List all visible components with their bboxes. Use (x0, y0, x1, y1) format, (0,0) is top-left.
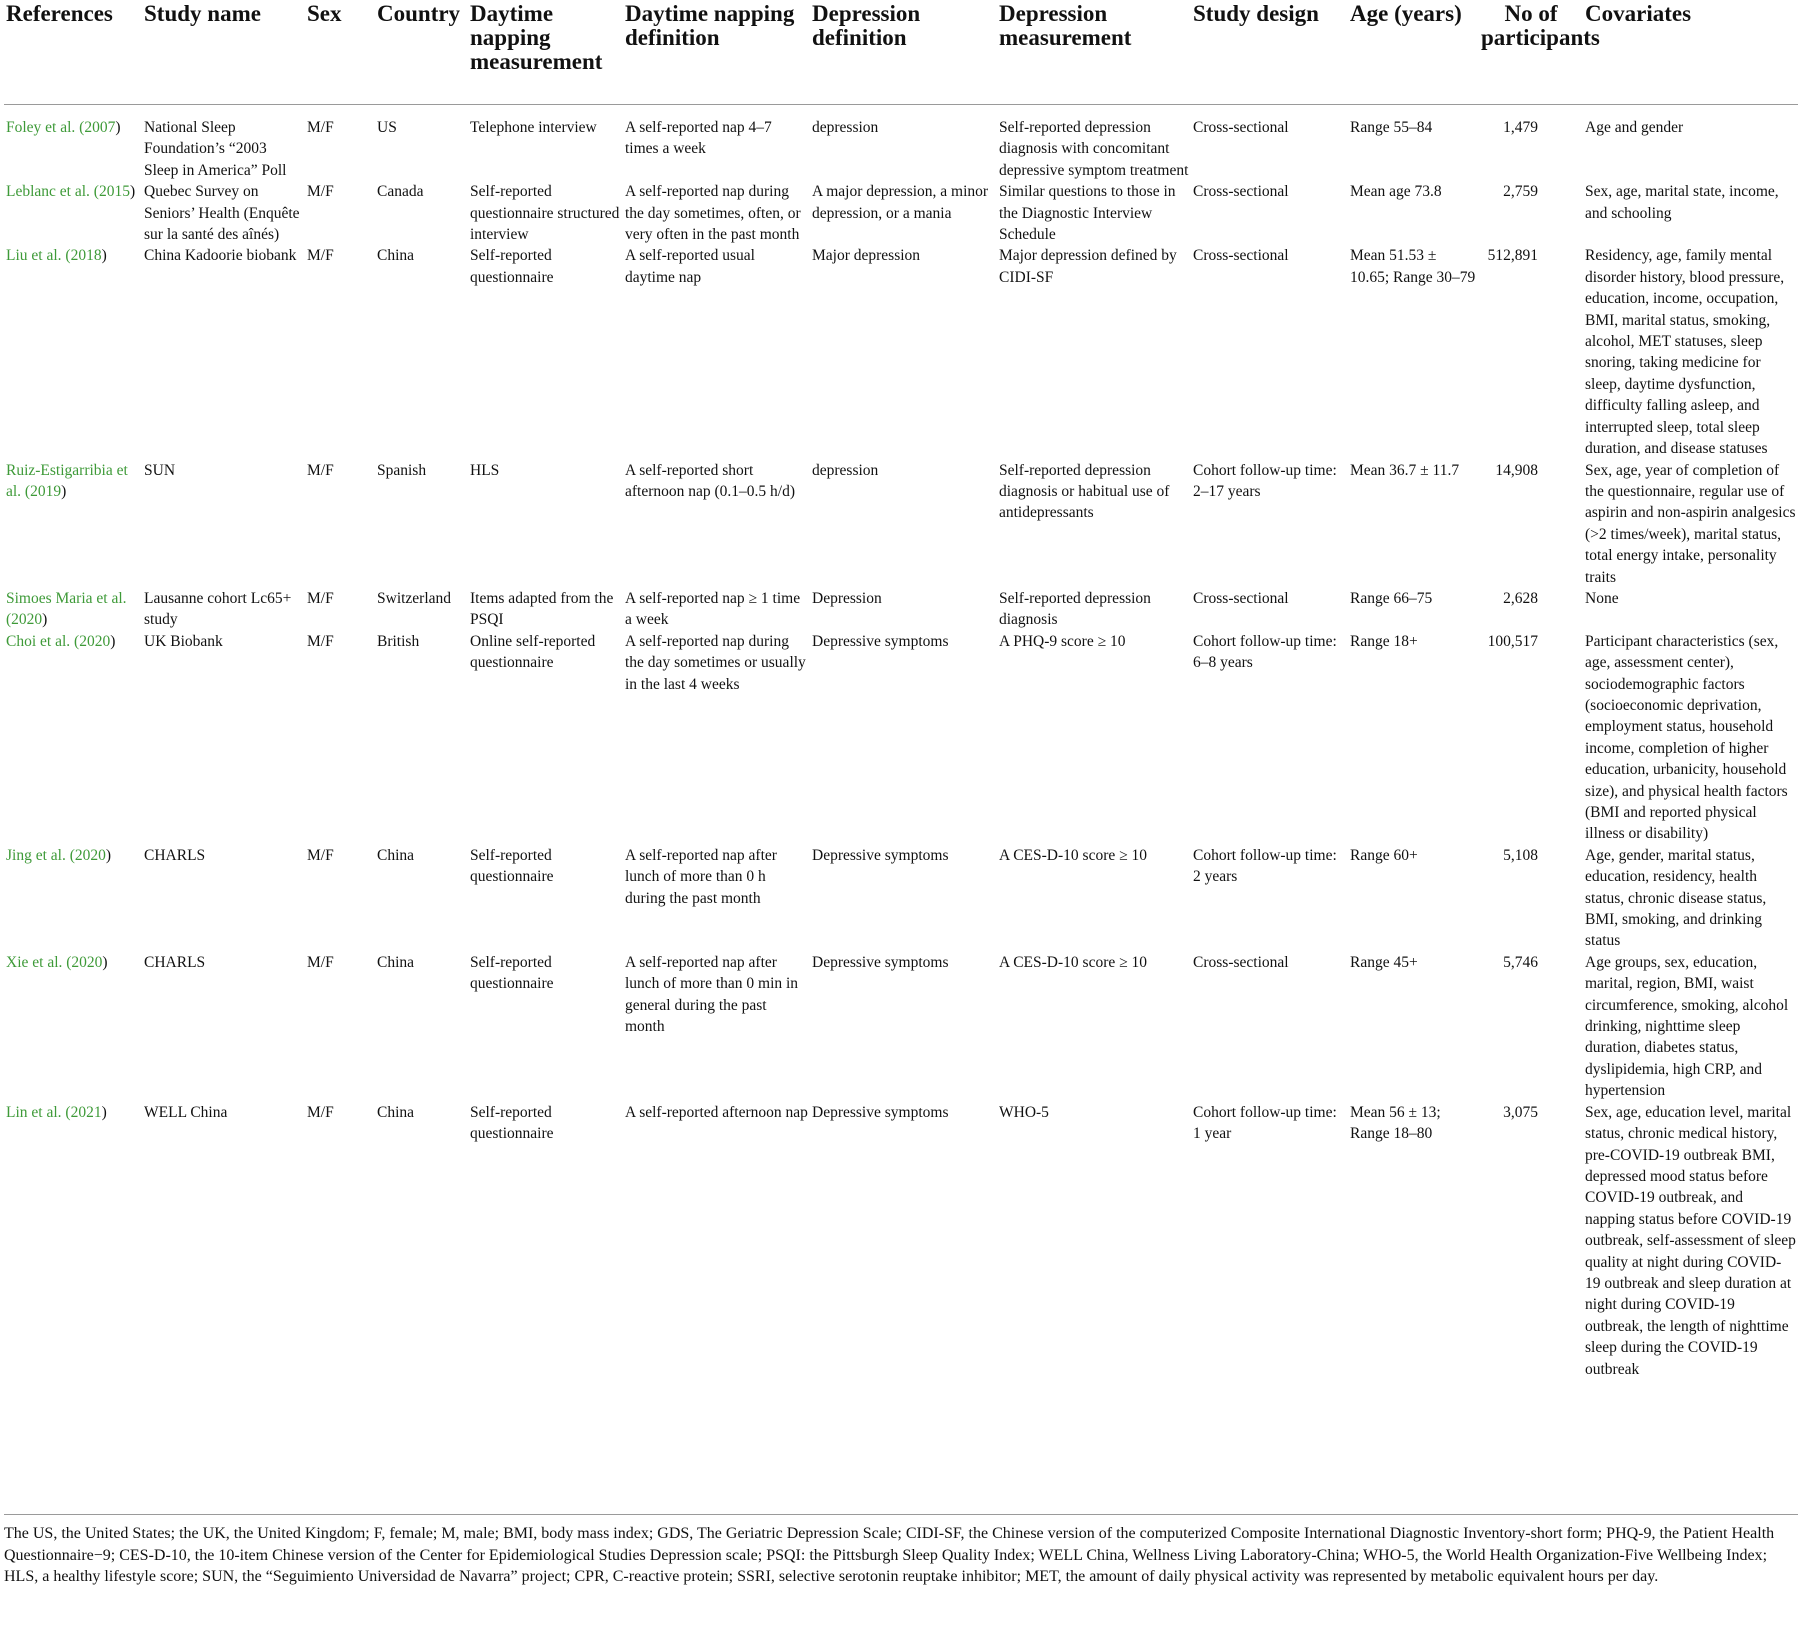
country-cell: US (377, 119, 397, 136)
covariates-cell: Sex, age, education level, marital status, chronic medical history, pre-COVID-19 outbreak BMI, depressed mood status before COVID-19 outbreak, and napping status before COVID-19 outbreak, self-assessment of sleep quality at night during COVID-19 outbreak and sleep duration at night during COVID-19 outbreak, the length of nighttime sleep during the COVID-19 outbreak (1585, 1103, 1796, 1378)
reference-cell (4, 460, 142, 588)
covariates-cell: Sex, age, year of completion of the questionnaire, regular use of aspirin and non-aspirin analgesics (>2 times/week), marital status, total energy intake, personality traits (1585, 461, 1796, 586)
depression-definition-cell: Depressive symptoms (812, 846, 949, 864)
depression-measurement-cell: Self-reported depression diagnosis with concomitant depressive symptom treatment (999, 119, 1189, 179)
reference-close-paren: ) (102, 953, 108, 971)
sex-cell: M/F (307, 846, 334, 864)
reference-author-link[interactable]: Foley et al. ( (6, 119, 85, 136)
study-name-cell: UK Biobank (144, 632, 223, 650)
study-design-cell: Cross-sectional (1193, 589, 1289, 607)
depression-definition-cell: Major depression (812, 247, 921, 265)
depression-measurement-cell: Self-reported depression diagnosis (999, 589, 1151, 629)
studies-table-container (4, 0, 1798, 1390)
country-cell: China (377, 1103, 415, 1121)
study-design-cell: Cross-sectional (1193, 119, 1289, 136)
covariates-cell: Sex, age, marital state, income, and schooling (1585, 183, 1779, 222)
country-cell: Canada (377, 183, 424, 201)
sex-cell: M/F (307, 119, 334, 136)
reference-cell (4, 1102, 142, 1390)
napping-measurement-cell: Self-reported questionnaire (470, 953, 554, 993)
covariates-cell: Age, gender, marital status, education, residency, health status, chronic disease status, BMI, smoking, and drinking status (1585, 846, 1767, 950)
study-name-cell: National Sleep Foundation’s “2003 Sleep in America” Poll (144, 119, 287, 179)
study-design-cell: Cohort follow-up time: 1 year (1193, 1103, 1337, 1143)
napping-measurement-cell: Telephone interview (470, 119, 597, 136)
reference-year-link[interactable]: 2020 (79, 632, 111, 650)
reference-cell (4, 245, 142, 459)
table-body (4, 105, 1798, 1390)
reference-close-paren: ) (115, 119, 121, 136)
napping-measurement-cell: Self-reported questionnaire (470, 846, 554, 886)
napping-definition-cell: A self-reported nap after lunch of more than 0 h during the past month (625, 846, 777, 907)
age-cell: Mean 51.53 ± 10.65; Range 30–79 (1350, 247, 1476, 286)
napping-measurement-cell: Items adapted from the PSQI (470, 589, 614, 629)
studies-table (4, 0, 1798, 1390)
header-age: Age (years) (1348, 0, 1479, 105)
country-cell: China (377, 953, 415, 971)
study-name-cell: CHARLS (144, 846, 206, 864)
reference-year-link[interactable]: 2015 (98, 183, 130, 201)
napping-definition-cell: A self-reported nap 4–7 times a week (625, 119, 772, 158)
country-cell: China (377, 247, 415, 265)
header-row (4, 0, 1798, 105)
napping-definition-cell: A self-reported nap ≥ 1 time a week (625, 589, 801, 629)
table-row (4, 952, 1798, 1102)
sex-cell: M/F (307, 461, 334, 479)
covariates-cell: Residency, age, family mental disorder history, blood pressure, education, income, occupation, BMI, marital status, smoking, alcohol, MET statuses, sleep snoring, taking medicine for sleep, daytime dysfunction, difficulty falling asleep, and interrupted sleep, total sleep duration, and disease statuses (1585, 247, 1785, 458)
sex-cell: M/F (307, 953, 334, 971)
reference-close-paren: ) (110, 632, 116, 650)
reference-close-paren: ) (61, 482, 67, 500)
header-napping-measurement: Daytime napping measurement (468, 0, 623, 105)
participants-cell: 14,908 (1495, 461, 1538, 479)
study-name-cell: Lausanne cohort Lc65+ study (144, 589, 292, 629)
reference-year-link[interactable]: 2020 (11, 611, 43, 629)
napping-measurement-cell: Online self-reported questionnaire (470, 632, 596, 672)
age-cell: Mean 56 ± 13; Range 18–80 (1350, 1103, 1441, 1143)
reference-author-link[interactable]: Jing et al. ( (6, 846, 75, 864)
study-name-cell: WELL China (144, 1103, 228, 1121)
depression-measurement-cell: A CES-D-10 score ≥ 10 (999, 846, 1147, 864)
reference-close-paren: ) (105, 846, 112, 864)
depression-measurement-cell: WHO-5 (999, 1103, 1049, 1121)
age-cell: Range 18+ (1350, 632, 1418, 650)
reference-author-link[interactable]: Ruiz-Estigarribia et al. ( (6, 461, 128, 500)
napping-measurement-cell: HLS (470, 461, 500, 479)
reference-year-link[interactable]: 2019 (30, 482, 62, 500)
napping-definition-cell: A self-reported nap during the day sometimes, often, or very often in the past month (625, 183, 801, 244)
napping-definition-cell: A self-reported short afternoon nap (0.1–0.5 h/d) (625, 461, 796, 500)
header-depression-definition: Depression definition (810, 0, 997, 105)
reference-cell (4, 105, 142, 182)
study-design-cell: Cross-sectional (1193, 247, 1289, 265)
country-cell: British (377, 632, 420, 650)
reference-author-link[interactable]: Liu et al. ( (6, 247, 71, 265)
reference-cell (4, 588, 142, 631)
reference-author-link[interactable]: Xie et al. ( (6, 953, 72, 971)
depression-definition-cell: depression (812, 461, 879, 479)
participants-cell: 2,628 (1503, 589, 1538, 607)
age-cell: Mean 36.7 ± 11.7 (1350, 461, 1460, 479)
table-footnote: The US, the United States; the UK, the United Kingdom; F, female; M, male; BMI, body mass index; GDS, The Geriatric Depression Scale; CIDI-SF, the Chinese version of the computerized Composite International Diagnostic Inventory-short form; PHQ-9, the Patient Health Questionnaire−9; CES-D-10, the 10-item Chinese version of the Center for Epidemiological Studies Depression scale; PSQI: the Pittsburgh Sleep Quality Index; WELL China, Wellness Living Laboratory-China; WHO-5, the World Health Organization-Five Wellbeing Index; HLS, a healthy lifestyle score; SUN, the “Seguimiento Universidad de Navarra” project; CPR, C-reactive protein; SSRI, selective serotonin reuptake inhibitor; MET, the amount of daily physical activity was represented by metabolic equivalent hours per day. (4, 1514, 1798, 1588)
reference-close-paren: ) (101, 247, 107, 265)
country-cell: China (377, 846, 415, 864)
reference-year-link[interactable]: 2007 (84, 119, 116, 136)
sex-cell: M/F (307, 1103, 334, 1121)
depression-definition-cell: Depression (812, 589, 882, 607)
covariates-cell: Age groups, sex, education, marital, region, BMI, waist circumference, smoking, alcohol drinking, nighttime sleep duration, diabetes status, dyslipidemia, high CRP, and hypertension (1585, 953, 1789, 1100)
age-cell: Range 66–75 (1350, 589, 1433, 607)
table-row (4, 1102, 1798, 1390)
napping-definition-cell: A self-reported nap during the day sometimes or usually in the last 4 weeks (625, 632, 806, 693)
reference-cell (4, 845, 142, 952)
header-study-name: Study name (142, 0, 305, 105)
reference-year-link[interactable]: 2021 (70, 1103, 102, 1121)
participants-cell: 5,746 (1503, 953, 1538, 971)
study-design-cell: Cohort follow-up time: 2 years (1193, 846, 1337, 886)
table-row (4, 845, 1798, 952)
napping-measurement-cell: Self-reported questionnaire (470, 1103, 554, 1143)
participants-cell: 5,108 (1503, 846, 1538, 864)
study-name-cell: China Kadoorie biobank (144, 247, 297, 265)
table-header (4, 0, 1798, 105)
napping-definition-cell: A self-reported usual daytime nap (625, 247, 755, 286)
header-covariates: Covariates (1583, 0, 1798, 105)
header-depression-measurement: Depression measurement (997, 0, 1191, 105)
depression-measurement-cell: A PHQ-9 score ≥ 10 (999, 632, 1126, 650)
reference-author-link[interactable]: Lin et al. ( (6, 1103, 71, 1121)
study-name-cell: CHARLS (144, 953, 206, 971)
study-design-cell: Cohort follow-up time: 2–17 years (1193, 461, 1337, 500)
table-row (4, 460, 1798, 588)
reference-author-link[interactable]: Leblanc et al. ( (6, 183, 99, 201)
depression-definition-cell: Depressive symptoms (812, 1103, 949, 1121)
depression-measurement-cell: Self-reported depression diagnosis or habitual use of antidepressants (999, 461, 1170, 522)
age-cell: Range 60+ (1350, 846, 1418, 864)
depression-measurement-cell: Major depression defined by CIDI-SF (999, 247, 1177, 286)
depression-definition-cell: depression (812, 119, 879, 136)
sex-cell: M/F (307, 589, 334, 607)
age-cell: Range 55–84 (1350, 119, 1433, 136)
table-row (4, 181, 1798, 245)
depression-definition-cell: A major depression, a minor depression, or a mania (812, 183, 989, 222)
age-cell: Mean age 73.8 (1350, 183, 1442, 201)
reference-close-paren: ) (101, 1103, 107, 1121)
napping-measurement-cell: Self-reported questionnaire (470, 247, 554, 286)
reference-cell (4, 952, 142, 1102)
napping-measurement-cell: Self-reported questionnaire structured interview (470, 183, 620, 244)
sex-cell: M/F (307, 632, 334, 650)
reference-close-paren: ) (42, 611, 48, 629)
napping-definition-cell: A self-reported nap after lunch of more than 0 min in general during the past month (625, 953, 799, 1036)
reference-cell (4, 631, 142, 845)
header-study-design: Study design (1191, 0, 1348, 105)
depression-measurement-cell: Similar questions to those in the Diagnostic Interview Schedule (999, 183, 1176, 244)
reference-year-link[interactable]: 2020 (71, 953, 103, 971)
table-row (4, 588, 1798, 631)
participants-cell: 1,479 (1503, 119, 1538, 136)
covariates-cell: Participant characteristics (sex, age, assessment center), sociodemographic factors (socioeconomic deprivation, employment status, household income, completion of higher education, urbanicity, household size), and physical health factors (BMI and reported physical illness or disability) (1585, 632, 1788, 843)
table-row (4, 631, 1798, 845)
header-participants: No of participants (1479, 0, 1583, 105)
participants-cell: 512,891 (1487, 247, 1538, 265)
study-name-cell: Quebec Survey on Seniors’ Health (Enquête sur la santé des aînés) (144, 183, 300, 244)
depression-definition-cell: Depressive symptoms (812, 953, 949, 971)
age-cell: Range 45+ (1350, 953, 1418, 971)
header-sex: Sex (305, 0, 375, 105)
reference-year-link[interactable]: 2018 (70, 247, 102, 265)
reference-author-link[interactable]: Choi et al. ( (6, 632, 80, 650)
depression-definition-cell: Depressive symptoms (812, 632, 949, 650)
sex-cell: M/F (307, 247, 334, 265)
header-references: References (4, 0, 142, 105)
table-row (4, 105, 1798, 182)
study-design-cell: Cross-sectional (1193, 953, 1289, 971)
sex-cell: M/F (307, 183, 334, 201)
header-napping-definition: Daytime napping definition (623, 0, 810, 105)
depression-measurement-cell: A CES-D-10 score ≥ 10 (999, 953, 1147, 971)
header-country: Country (375, 0, 468, 105)
country-cell: Spanish (377, 461, 427, 479)
napping-definition-cell: A self-reported afternoon nap (625, 1103, 808, 1121)
participants-cell: 100,517 (1487, 632, 1538, 650)
study-name-cell: SUN (144, 461, 176, 479)
study-design-cell: Cross-sectional (1193, 183, 1289, 201)
study-design-cell: Cohort follow-up time: 6–8 years (1193, 632, 1337, 672)
participants-cell: 3,075 (1503, 1103, 1538, 1121)
covariates-cell: None (1585, 589, 1619, 607)
reference-close-paren: ) (129, 183, 136, 201)
participants-cell: 2,759 (1503, 183, 1538, 201)
country-cell: Switzerland (377, 589, 452, 607)
table-row (4, 245, 1798, 459)
covariates-cell: Age and gender (1585, 119, 1684, 136)
reference-cell (4, 181, 142, 245)
reference-author-link[interactable]: Simoes Maria et al. ( (6, 589, 127, 629)
reference-year-link[interactable]: 2020 (74, 846, 106, 864)
